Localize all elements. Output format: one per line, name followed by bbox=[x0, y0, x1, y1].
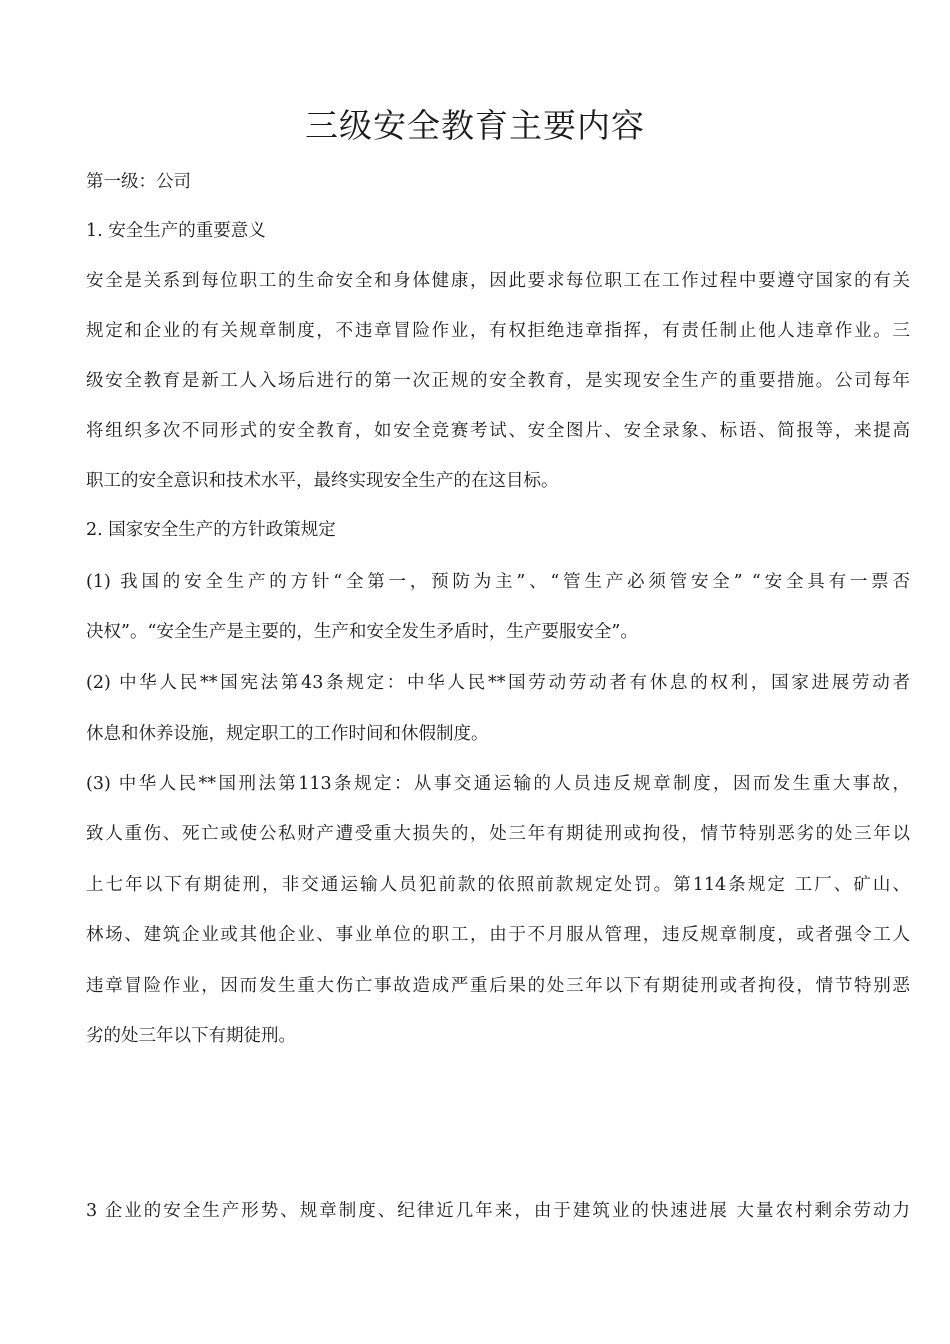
list-item-3-line: 致人重伤、死亡或使公私财产遭受重大损失的，处三年有期徒刑或拘役，情节特别恶劣的处三年以 bbox=[86, 824, 910, 844]
list-item-3-line: 违章冒险作业，因而发生重大伤亡事故造成严重后果的处三年以下有期徒刑或者拘役，情节特别恶 bbox=[86, 976, 910, 996]
list-item-1-line: (1) 我国的安全生产的方针“全第一，预防为主”、“管生产必须管安全” “安全具有一票否 bbox=[86, 572, 910, 592]
paragraph-line: 安全是关系到每位职工的生命安全和身体健康，因此要求每位职工在工作过程中要遵守国家的有关 bbox=[86, 271, 910, 291]
document-title: 三级安全教育主要内容 bbox=[305, 106, 645, 145]
subsection-heading-1: 1. 安全生产的重要意义 bbox=[86, 221, 266, 241]
list-item-2-line: 休息和休养设施，规定职工的工作时间和休假制度。 bbox=[86, 724, 489, 744]
list-item-3-line: 上七年以下有期徒刑，非交通运输人员犯前款的依照前款规定处罚。第114条规定 工厂、矿山、 bbox=[86, 875, 910, 895]
section-heading-level-one: 第一级：公司 bbox=[86, 172, 191, 192]
paragraph-line: 职工的安全意识和技术水平，最终实现安全生产的在这目标。 bbox=[86, 471, 559, 491]
paragraph-line: 级安全教育是新工人入场后进行的第一次正规的安全教育，是实现安全生产的重要措施。公司每年 bbox=[86, 371, 910, 391]
subsection-heading-2: 2. 国家安全生产的方针政策规定 bbox=[86, 520, 336, 540]
list-item-3-line: 林场、建筑企业或其他企业、事业单位的职工，由于不月服从管理，违反规章制度，或者强令工人 bbox=[86, 925, 910, 945]
list-item-3-line: (3) 中华人民**国刑法第113条规定：从事交通运输的人员违反规章制度，因而发生重大事故， bbox=[86, 774, 910, 794]
list-item-2-line: (2) 中华人民**国宪法第43条规定：中华人民**国劳动劳动者有休息的权利，国家进展劳动者 bbox=[86, 673, 910, 693]
paragraph-line: 将组织多次不同形式的安全教育，如安全竞赛考试、安全图片、安全录象、标语、简报等，来提高 bbox=[86, 421, 910, 441]
paragraph-line: 规定和企业的有关规章制度，不违章冒险作业，有权拒绝违章指挥，有责任制止他人违章作业。三 bbox=[86, 321, 910, 341]
list-item-1-line: 决权”。“安全生产是主要的，生产和安全发生矛盾时，生产要服安全”。 bbox=[86, 622, 638, 642]
list-item-3-line: 劣的处三年以下有期徒刑。 bbox=[86, 1026, 296, 1046]
subsection-heading-3: 3 企业的安全生产形势、规章制度、纪律近几年来，由于建筑业的快速进展 大量农村剩余劳动力 bbox=[86, 1201, 910, 1221]
